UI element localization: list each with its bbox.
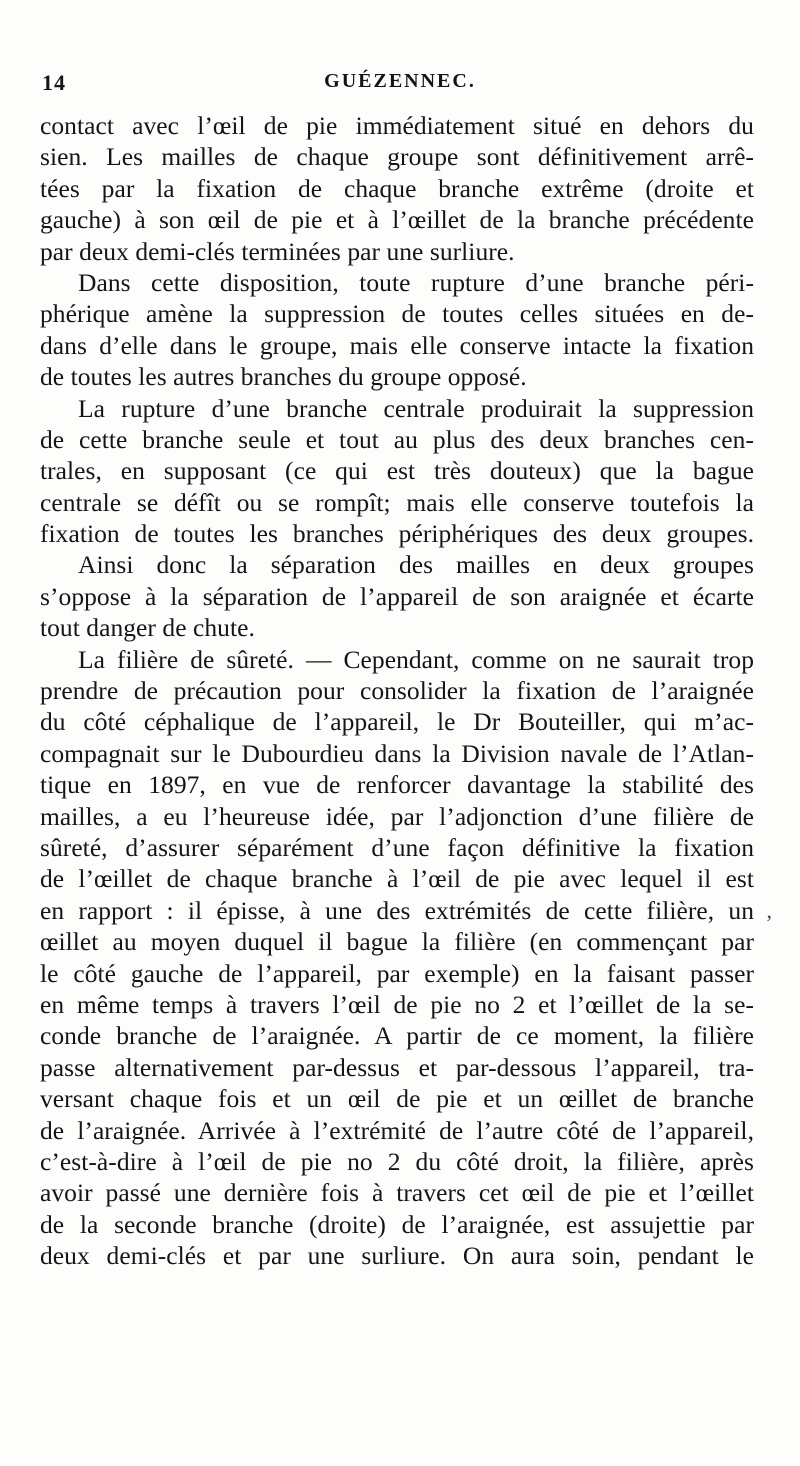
text-line: La filière de sûreté. — Cependant, comme on ne saurait trop	[78, 644, 754, 674]
text-line: centrale se défît ou se rompît; mais elle conserve toutefois la	[40, 487, 754, 517]
text-line: tique en 1897, en vue de renforcer davantage la stabilité des	[40, 770, 754, 800]
text-line: phérique amène la suppression de toutes celles situées en de-	[40, 299, 754, 329]
text-line: de toutes les autres branches du groupe opposé.	[40, 362, 527, 392]
text-line: c’est-à-dire à l’œil de pie no 2 du côté droit, la filière, après	[40, 1146, 754, 1176]
text-line: versant chaque fois et un œil de pie et un œillet de branche	[40, 1084, 754, 1114]
text-line: gauche) à son œil de pie et à l’œillet de la branche précédente	[40, 205, 754, 235]
text-line: dans d’elle dans le groupe, mais elle conserve intacte la fixation	[40, 330, 754, 360]
text-line: en même temps à travers l’œil de pie no 2 et l’œillet de la se-	[40, 989, 754, 1019]
text-line: de cette branche seule et tout au plus des deux branches cen-	[40, 424, 754, 454]
text-line: tées par la fixation de chaque branche extrême (droite et	[40, 173, 754, 203]
text-line: sien. Les mailles de chaque groupe sont définitivement arrê-	[40, 142, 754, 172]
text-line: Dans cette disposition, toute rupture d’une branche péri-	[78, 267, 754, 297]
text-line: s’oppose à la séparation de l’appareil de son araignée et écarte	[40, 581, 754, 611]
page-header	[40, 70, 760, 100]
text-line: La rupture d’une branche centrale produirait la suppression	[78, 393, 754, 423]
text-line: fixation de toutes les branches périphériques des deux groupes.	[40, 519, 754, 549]
text-line: de l’œillet de chaque branche à l’œil de pie avec lequel il est	[40, 864, 754, 894]
text-line: tout danger de chute.	[40, 613, 255, 643]
text-line: trales, en supposant (ce qui est très douteux) que la bague	[40, 456, 754, 486]
text-line: conde branche de l’araignée. A partir de ce moment, la filière	[40, 1021, 754, 1051]
text-line: œillet au moyen duquel il bague la filière (en commençant par	[40, 927, 754, 957]
text-line: du côté céphalique de l’appareil, le Dr Bouteiller, qui m’ac-	[40, 707, 754, 737]
text-line: par deux demi-clés terminées par une surliure.	[40, 236, 515, 266]
body-text	[40, 110, 754, 1271]
text-line: Ainsi donc la séparation des mailles en deux groupes	[78, 550, 754, 580]
text-line: deux demi-clés et par une surliure. On aura soin, pendant le	[40, 1241, 754, 1271]
text-line: compagnait sur le Dubourdieu dans la Division navale de l’Atlan-	[40, 738, 754, 768]
text-line: en rapport : il épisse, à une des extrémités de cette filière, un	[40, 895, 754, 925]
text-line: contact avec l’œil de pie immédiatement situé en dehors du	[40, 111, 754, 140]
text-line: avoir passé une dernière fois à travers cet œil de pie et l’œillet	[40, 1178, 754, 1208]
page-number: 14	[42, 70, 66, 95]
text-line: prendre de précaution pour consolider la fixation de l’araignée	[40, 676, 754, 706]
text-line: sûreté, d’assurer séparément d’une façon définitive la fixation	[40, 832, 754, 862]
running-head: GUÉZENNEC.	[324, 70, 476, 92]
text-line: passe alternativement par-dessus et par-dessous l’appareil, tra-	[40, 1052, 754, 1082]
margin-tick-mark: ,	[766, 898, 772, 923]
text-line: de la seconde branche (droite) de l’araignée, est assujettie par	[40, 1209, 754, 1239]
text-line: de l’araignée. Arrivée à l’extrémité de l’autre côté de l’appareil,	[40, 1115, 754, 1145]
text-line: le côté gauche de l’appareil, par exemple) en la faisant passer	[40, 958, 754, 988]
text-line: mailles, a eu l’heureuse idée, par l’adjonction d’une filière de	[40, 801, 754, 831]
